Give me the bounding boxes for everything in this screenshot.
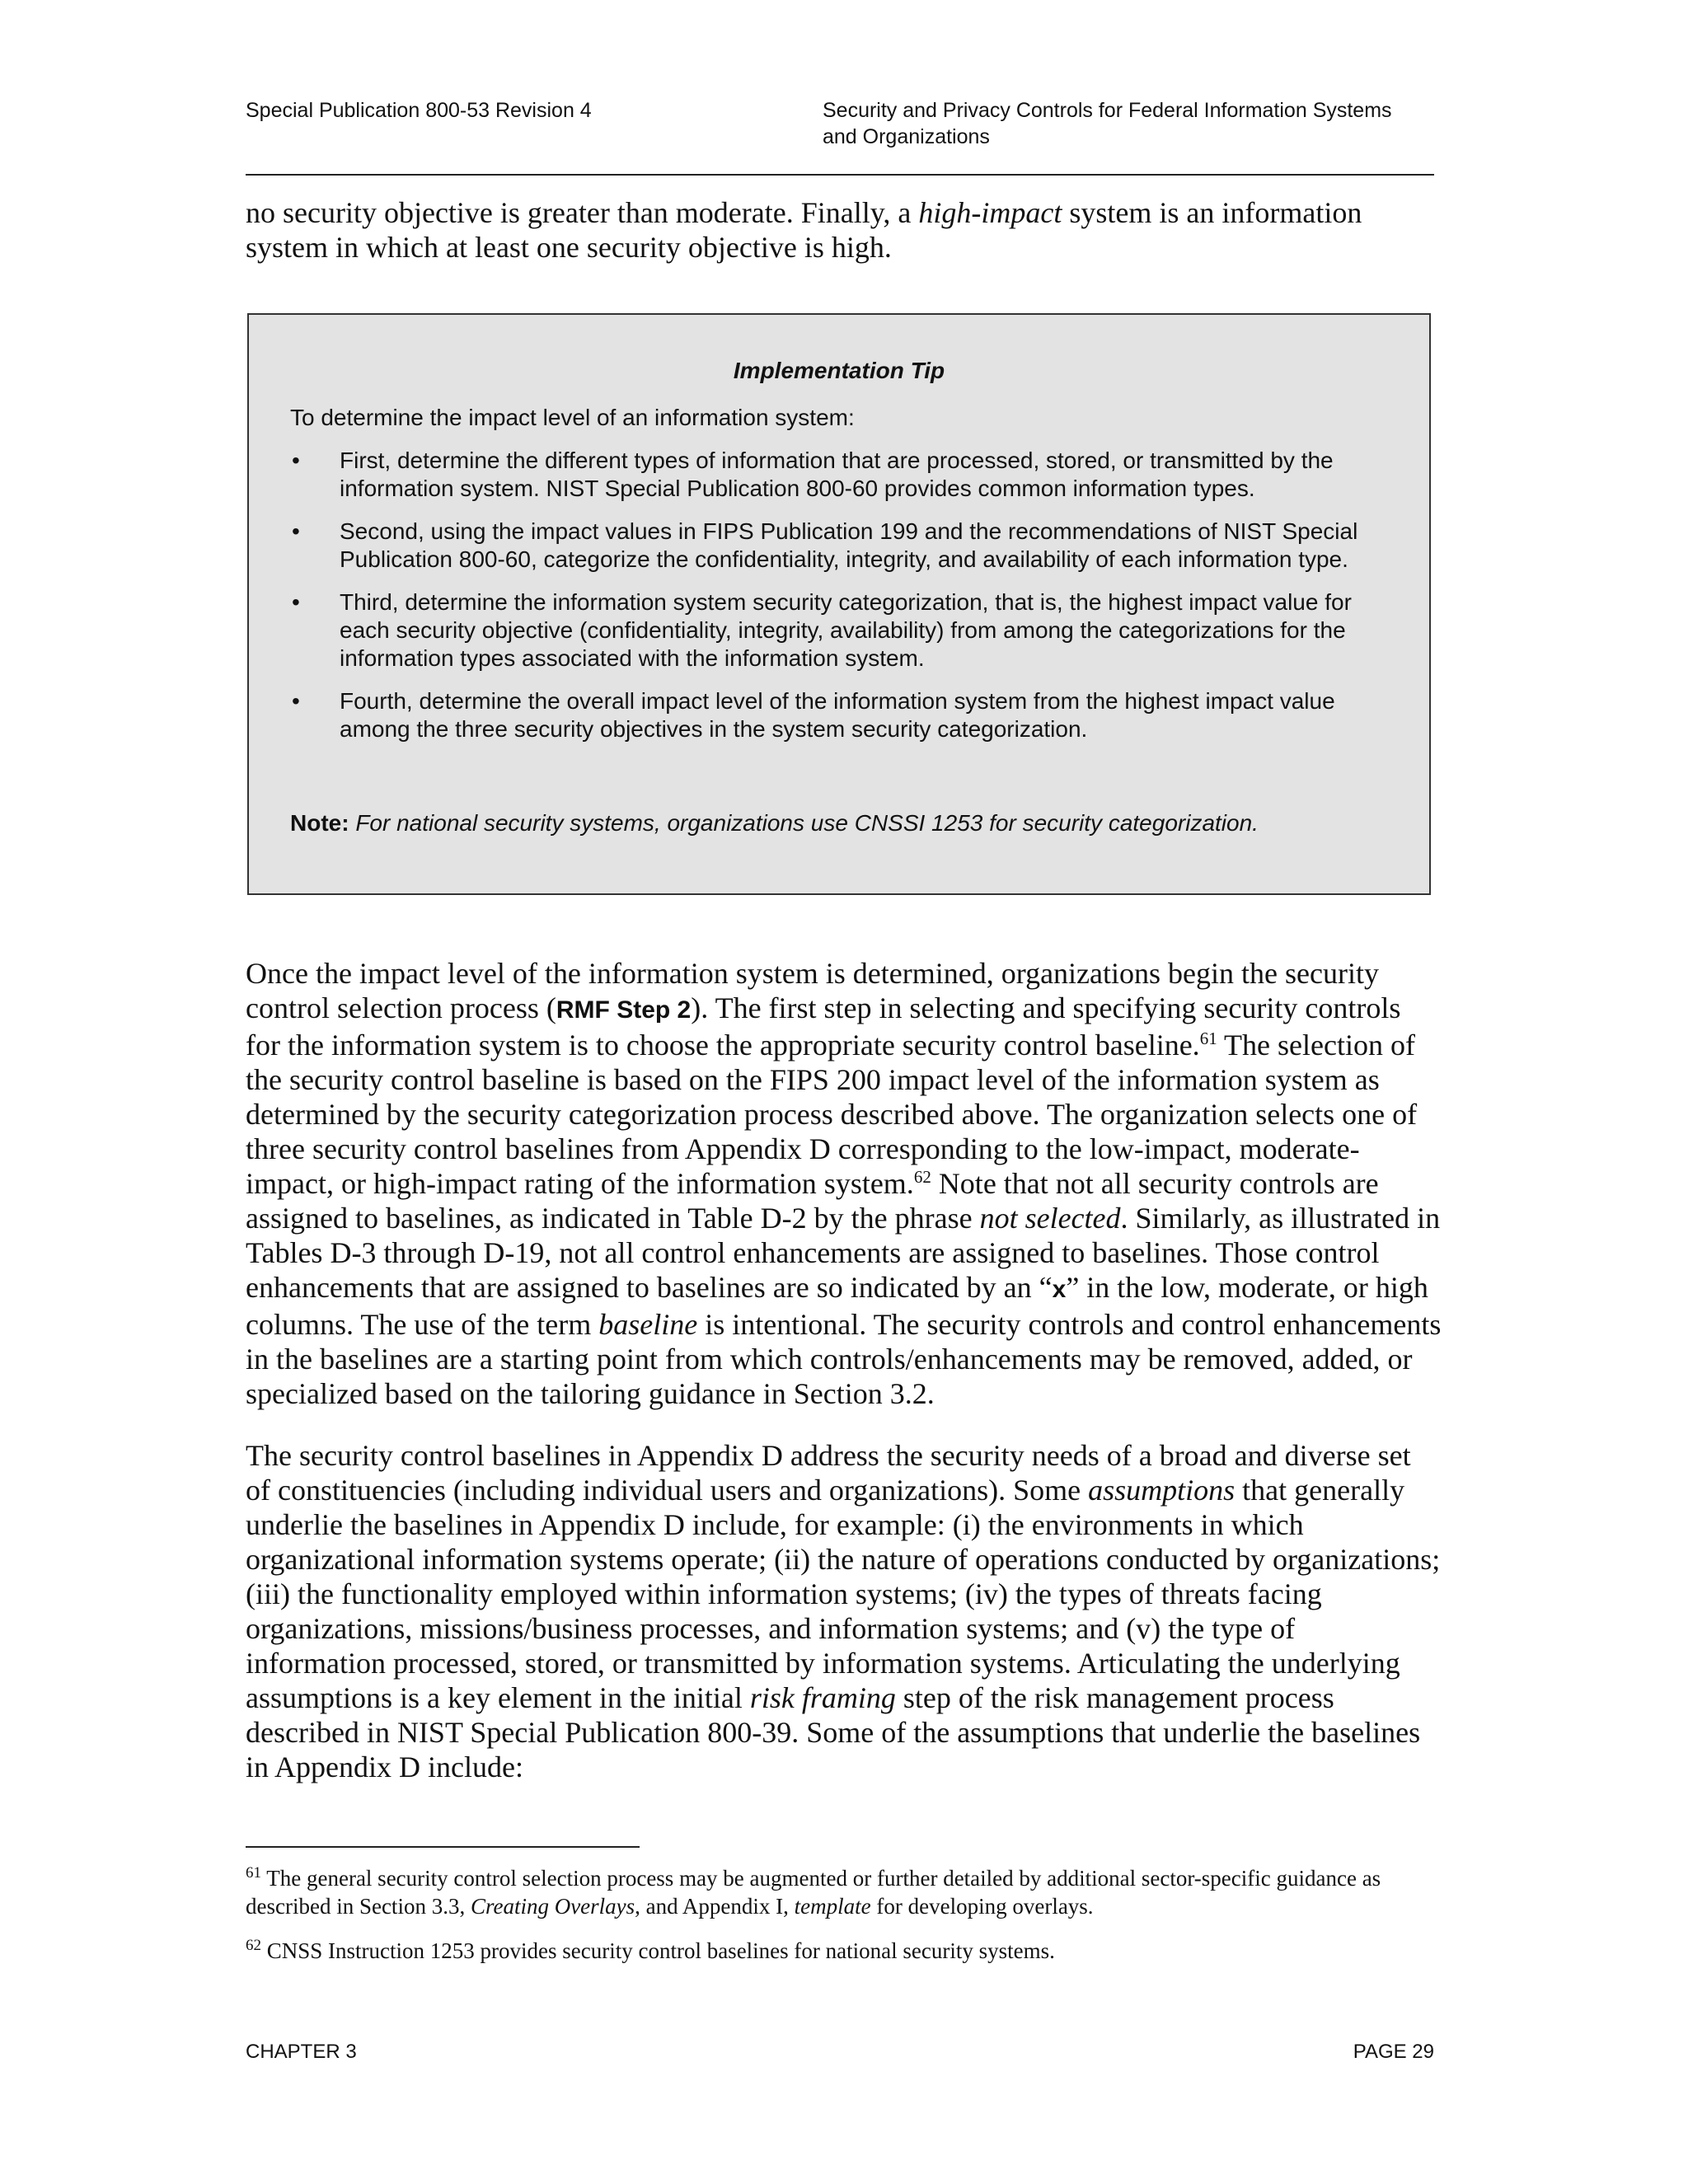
bullet-icon: • bbox=[292, 448, 300, 473]
tip-title: Implementation Tip bbox=[733, 358, 945, 383]
footer-chapter: CHAPTER 3 bbox=[246, 2041, 357, 2063]
baseline-x-marker: x bbox=[1052, 1276, 1067, 1303]
tip-list-item bbox=[290, 447, 1403, 503]
tip-note-text: For national security systems, organizations use CNSSI 1253 for security categorization. bbox=[355, 810, 1259, 836]
footnote-61 bbox=[246, 1864, 1441, 1920]
footnote-62 bbox=[246, 1937, 1441, 1965]
footnote-text: , and Appendix I, bbox=[635, 1894, 795, 1919]
bullet-icon: • bbox=[292, 589, 300, 615]
footnote-text: CNSS Instruction 1253 provides security control baselines for national security systems. bbox=[261, 1938, 1055, 1963]
paragraph-control-selection bbox=[246, 956, 1442, 1411]
tip-note bbox=[290, 809, 1259, 837]
footnote-text: for developing overlays. bbox=[870, 1894, 1094, 1919]
para2-emphasis: risk framing bbox=[749, 1681, 896, 1714]
footnote-number: 61 bbox=[246, 1864, 261, 1882]
footnote-number: 62 bbox=[246, 1937, 261, 1954]
bullet-icon: • bbox=[292, 518, 300, 544]
tip-item-text: First, determine the different types of information that are processed, stored, or transmitted by the information system. NIST Special Publication 800-60 provides common information types. bbox=[340, 448, 1334, 501]
header-publication-title: Special Publication 800-53 Revision 4 bbox=[246, 99, 592, 122]
intro-emphasis: high-impact bbox=[918, 196, 1062, 229]
para2-text: The security control baselines in Appendix D address the security needs of a broad and diverse set of constituencies (including individual users and organizations). Some bbox=[246, 1439, 1411, 1507]
tip-item-text: Fourth, determine the overall impact level of the information system from the highest impact value among the three security objectives in the system security categorization. bbox=[340, 688, 1335, 742]
para1-emphasis: baseline bbox=[598, 1308, 698, 1341]
para1-text: . Similarly, as illustrated in Tables D-3 through D-19, not all control enhancements are assigned to baselines. Those control enhancements that are assigned to baselines are so indicated by an “ bbox=[246, 1202, 1441, 1304]
implementation-tip-box bbox=[247, 313, 1431, 895]
rmf-step-label: RMF Step 2 bbox=[556, 996, 692, 1024]
header-title-line-2: and Organizations bbox=[823, 125, 990, 148]
tip-note-label: Note: bbox=[290, 810, 349, 836]
para2-text: that generally underlie the baselines in Appendix D include, for example: (i) the environments in which organizational information systems operate; (ii) the nature of operations conducted by organizations; (iii) the functionality employed within information systems; (iv) the types of threats facing organizations, missions/business processes, and information systems; and (v) the type of information processed, stored, or transmitted by information systems. Articulating the underlying assumptions is a key element in the initial bbox=[246, 1474, 1441, 1714]
tip-list bbox=[290, 447, 1403, 758]
header-divider bbox=[246, 174, 1434, 176]
intro-text-2: system is an information system in which at least one security objective is high. bbox=[246, 196, 1362, 264]
para1-text: is intentional. The security controls and control enhancements in the baselines are a starting point from which controls/enhancements may be removed, added, or specialized based on the tailoring guidance in Section 3.2. bbox=[246, 1308, 1442, 1410]
intro-text-1: no security objective is greater than moderate. Finally, a bbox=[246, 196, 919, 229]
footnote-emphasis: Creating Overlays bbox=[470, 1894, 635, 1919]
intro-paragraph bbox=[246, 195, 1441, 265]
tip-item-text: Third, determine the information system security categorization, that is, the highest impact value for each security objective (confidentiality, integrity, availability) from among the categorizations for the information types associated with the information system. bbox=[340, 589, 1352, 671]
footnote-divider bbox=[246, 1846, 640, 1848]
header-title-line-1: Security and Privacy Controls for Federal Information Systems bbox=[823, 99, 1392, 122]
footnote-ref-62[interactable]: 62 bbox=[913, 1167, 931, 1187]
paragraph-baseline-assumptions bbox=[246, 1438, 1442, 1784]
para2-text: step of the risk management process described in NIST Special Publication 800-39. Some of the assumptions that underlie the baselines in Appendix D include: bbox=[246, 1681, 1421, 1783]
para1-text: ” in the low, moderate, or high columns. The use of the term bbox=[246, 1271, 1428, 1341]
tip-list-item bbox=[290, 518, 1403, 574]
para1-text: Note that not all security controls are assigned to baselines, as indicated in Table D-2 by the phrase bbox=[246, 1167, 1379, 1235]
footer-page-number: PAGE 29 bbox=[1353, 2041, 1434, 2063]
para1-text: Once the impact level of the information system is determined, organizations begin the security control selection process ( bbox=[246, 957, 1379, 1024]
para1-text: The selection of the security control baseline is based on the FIPS 200 impact level of the information system as determined by the security categorization process described above. The organization selects one of three security control baselines from Appendix D corresponding to the low-impact, moderate-impact, or high-impact rating of the information system. bbox=[246, 1029, 1418, 1200]
para1-text: ). The first step in selecting and specifying security controls for the information system is to choose the appropriate security control baseline. bbox=[246, 991, 1401, 1062]
footnote-ref-61[interactable]: 61 bbox=[1199, 1029, 1217, 1048]
header-document-title bbox=[823, 97, 1449, 150]
footnote-emphasis: template bbox=[794, 1894, 871, 1919]
tip-list-item bbox=[290, 687, 1403, 743]
tip-list-item bbox=[290, 588, 1403, 673]
tip-item-text: Second, using the impact values in FIPS Publication 199 and the recommendations of NIST Special Publication 800-60, categorize the confidentiality, integrity, and availability of each information type. bbox=[340, 518, 1358, 572]
para1-emphasis: not selected bbox=[979, 1202, 1121, 1235]
bullet-icon: • bbox=[292, 688, 300, 714]
para2-emphasis: assumptions bbox=[1088, 1474, 1236, 1507]
tip-intro: To determine the impact level of an information system: bbox=[290, 405, 855, 430]
footnote-text: The general security control selection process may be augmented or further detailed by additional sector-specific guidance as described in Section 3.3, bbox=[246, 1866, 1381, 1919]
